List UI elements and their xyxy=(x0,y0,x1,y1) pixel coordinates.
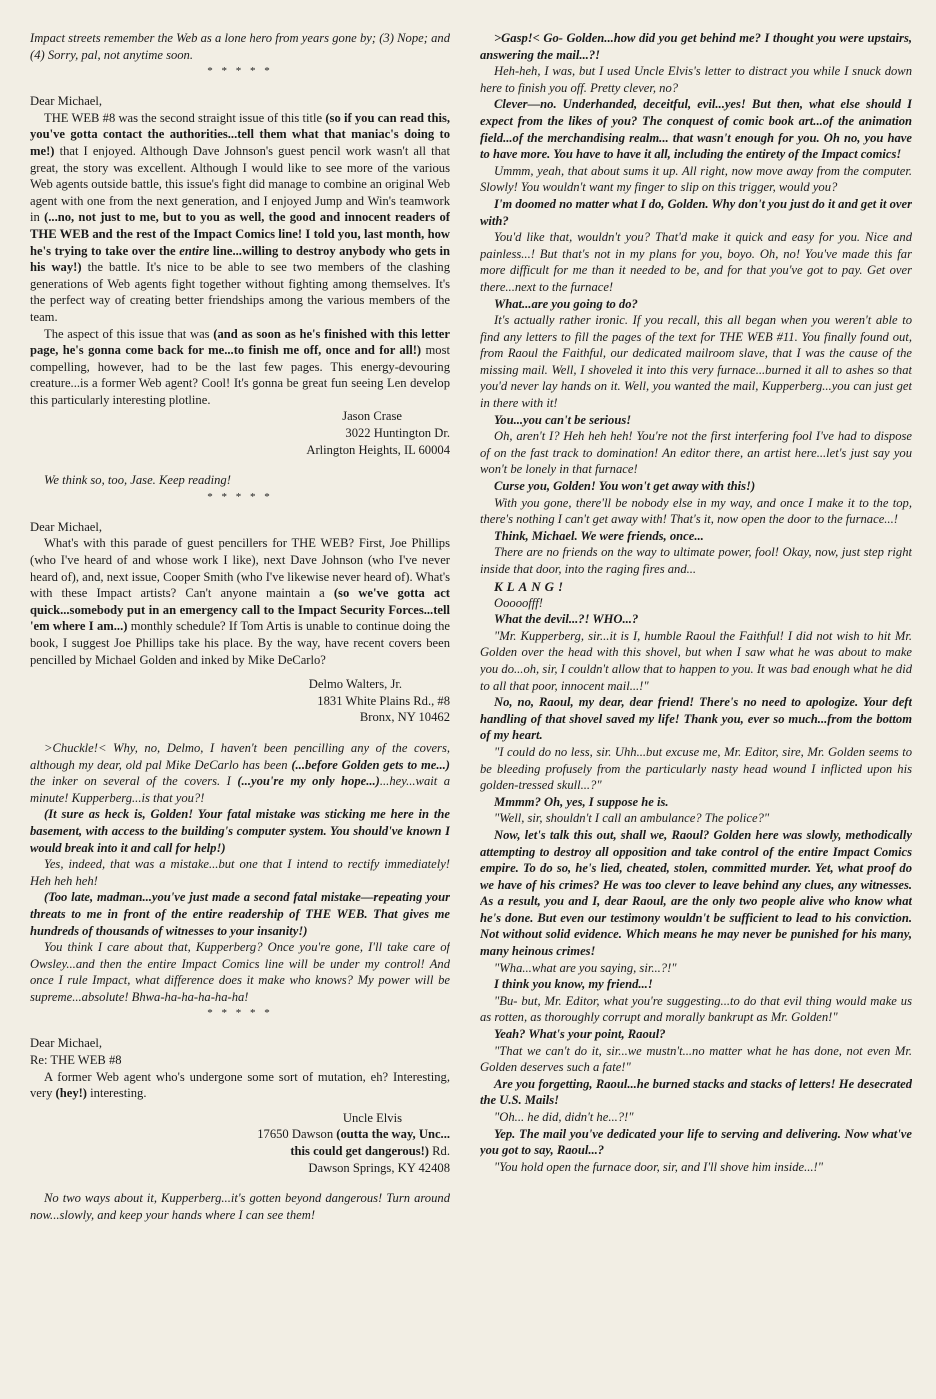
letter-uncle-elvis xyxy=(30,1035,450,1223)
kupperberg-line: >Gasp!< Go- Golden...how did you get behind me? I thought you were upstairs, answering the mail...?! xyxy=(480,31,912,62)
kupperberg-line: What the devil...?! WHO...? xyxy=(494,612,639,627)
salutation: Dear Michael, xyxy=(30,519,103,534)
kupperberg-line: No, no, Raoul, my dear, dear friend! There's no need to apologize. Your deft handling of that shovel saved my life! Thank you, ever so much...from the bottom of my heart. xyxy=(480,695,912,743)
signature-name: Jason Crase xyxy=(342,409,402,424)
separator-stars: * * * * * xyxy=(207,490,273,503)
dialogue-line: "Bu- but, Mr. Editor, what you're suggesting...to do that evil thing would make us as rotten, as thoroughly corrupt and morally bankrupt as Mr. Golden!" xyxy=(480,993,912,1025)
signature-address: 3022 Huntington Dr. xyxy=(345,426,450,441)
kupperberg-line: Yeah? What's your point, Raoul? xyxy=(494,1027,666,1042)
kupperberg-line: Mmmm? Oh, yes, I suppose he is. xyxy=(494,794,669,809)
dialogue-line: "Mr. Kupperberg, sir...it is I, humble Raoul the Faithful! I did not wish to hit Mr. Golden over the head with this shovel, but when I saw what he was about to make you do...oh, sir, I couldn't allow that to happen to you. It was bad enough what he did to all that poor, innocent mail...!" xyxy=(480,628,912,693)
dialogue-line: Oh, aren't I? Heh heh heh! You're not the first interfering fool I've had to dispose of on the fast track to domination! An editor there, an artist here...let's just say you won't be lonely in that furnace! xyxy=(480,429,912,477)
editor-reply-top: Impact streets remember the Web as a lone hero from years gone by; (3) Nope; and (4) Sorry, pal, not anytime soon. xyxy=(30,31,450,62)
golden-line: You think I care about that, Kupperberg? Once you're gone, I'll take care of Owsley...and then the entire Impact Comics line will be under my control! And once I rule Impact, what difference does it make who knows? My power will be supreme...absolute! Bhwa-ha-ha-ha-ha-ha! xyxy=(30,940,450,1004)
kupperberg-line: Curse you, Golden! You won't get away with this!) xyxy=(494,479,756,494)
sound-effect-klang: KLANG! xyxy=(494,578,568,594)
signature-address: Bronx, NY 10462 xyxy=(359,710,450,725)
dialogue-exchange xyxy=(480,30,912,1175)
dialogue-line: Ooooofff! xyxy=(494,595,543,610)
signature-name: Uncle Elvis xyxy=(342,1110,402,1125)
dialogue-line: "You hold open the furnace door, sir, and I'll shove him inside...!" xyxy=(494,1159,824,1174)
letter-paragraph: What's with this parade of guest pencillers for THE WEB? First, Joe Phillips (who I've heard of and whose work I like), next Dave Johnson (who I've never heard of), and, next issue, Cooper Smith (who I've likewise never heard of). What's with these Impact artists? Can't anyone maintain a (so we've gotta act quick...somebody put in an emergency call to the Impact Security Forces...tell 'em where I am...) monthly schedule? If Tom Artis is unable to continue doing the book, I suggest Joe Phillips take his place. By the way, have recent covers been pencilled by Michael Golden and inked by Mike DeCarlo? xyxy=(30,536,450,667)
left-column xyxy=(30,30,450,1391)
dialogue-line: Ummm, yeah, that about sums it up. All right, now move away from the computer. Slowly! You wouldn't want my finger to slip on this trigger, would you? xyxy=(480,163,912,195)
dialogue-line: You'd like that, wouldn't you? That'd make it quick and easy for you. Nice and painless...! But that's not in my plans for you, boyo. Oh, no! You've made this far more difficult for me than it needed to be, and for that you've got to pay. Get over there...next to the furnace! xyxy=(480,230,912,294)
salutation: Dear Michael, xyxy=(30,1036,103,1051)
dialogue-line: "Well, sir, shouldn't I call an ambulance? The police?" xyxy=(494,811,770,826)
signature-address: 17650 Dawson (outta the way, Unc... xyxy=(257,1127,450,1142)
dialogue-line: There are no friends on the way to ultimate power, fool! Okay, now, just step right inside that door, into the raging fires and... xyxy=(480,545,912,576)
signature-address: 1831 White Plains Rd., #8 xyxy=(317,693,450,708)
dialogue-line: "That we can't do it, sir...we mustn't...no matter what he has done, not even Mr. Golden deserves such a fate!" xyxy=(480,1043,912,1075)
signature-address: Arlington Heights, IL 60004 xyxy=(306,442,450,457)
signature-address: this could get dangerous!) Rd. xyxy=(290,1144,450,1159)
letter-paragraph: THE WEB #8 was the second straight issue of this title (so if you can read this, you've gotta contact the authorities...tell them what that maniac's doing to me!) that I enjoyed. Although Dave Johnson's guest pencil work wasn't all that great, the story was excellent. Although I would like to see more of the various Web agents outside battle, this issue's fight did manage to combine an original Web agent with one from the next generation, and I enjoyed Jump and Win's teamwork in (...no, not just to me, but to you as well, the good and innocent readers of THE WEB and the rest of the Impact Comics line! I told you, last month, how he's trying to take over the entire line...willing to destroy anybody who gets in his way!) the battle. It's nice to be able to see two members of the clashing generations of Web agents fight together without fighting among themselves. It's the perfect way of creating better friendships among the various members of the team. xyxy=(30,110,450,324)
right-column xyxy=(480,30,912,1391)
dialogue-line: "Oh... he did, didn't he...?!" xyxy=(494,1110,634,1124)
separator-stars: * * * * * xyxy=(207,65,273,78)
kupperberg-line: I'm doomed no matter what I do, Golden. Why don't you just do it and get it over with? xyxy=(480,196,912,228)
kupperberg-line: (It sure as heck is, Golden! Your fatal mistake was sticking me here in the basement, with access to the building's computer system. You should've known I would break into it and call for help!) xyxy=(30,807,450,855)
salutation: Dear Michael, xyxy=(30,94,103,109)
editor-reply: We think so, too, Jase. Keep reading! xyxy=(44,473,231,488)
editor-reply: >Chuckle!< Why, no, Delmo, I haven't been pencilling any of the covers, although my dear, old pal Mike DeCarlo has been (...before Golden gets to me...) the inker on several of the covers. I (...you're my only hope...)...hey...wait a minute! Kupperberg...is that you?! xyxy=(30,740,450,805)
kupperberg-line: I think you know, my friend...! xyxy=(494,977,653,992)
golden-line: Yes, indeed, that was a mistake...but one that I intend to rectify immediately! Heh heh heh! xyxy=(30,857,450,888)
signature-name: Delmo Walters, Jr. xyxy=(308,677,402,692)
dialogue-line: It's actually rather ironic. If you recall, this all began when you weren't able to find any letters to fill the pages of the text for THE WEB #11. You finally found out, from Raoul the Faithful, our dedicated mailroom slave, that I was the cause of the missing mail. Well, I shoveled it into this very furnace...burned it all to ashes so that you'd never lay hands on it. Well, you wanted the mail, Kupperberg...you can just get in there with it! xyxy=(480,313,912,411)
kupperberg-line: Think, Michael. We were friends, once... xyxy=(494,528,704,543)
letter-delmo-walters xyxy=(30,519,450,1006)
dialogue-line: "Wha...what are you saying, sir...?!" xyxy=(494,960,677,975)
dialogue-line: Heh-heh, I was, but I used Uncle Elvis's letter to distract you while I snuck down here to finish you off. Pretty clever, no? xyxy=(480,64,912,95)
kupperberg-line: (Too late, madman...you've just made a second fatal mistake—repeating your threats to me in front of the entire readership of THE WEB. That gives me hundreds of thousands of witnesses to your insanity!) xyxy=(30,890,450,938)
kupperberg-line: Clever—no. Underhanded, deceitful, evil...yes! But then, what else should I expect from the likes of you? The conquest of comic book art...of the animation field...of the merchandising realm... that wasn't enough for you. Oh no, you have to have more. You have to have it all, including the entirety of the Impact comics! xyxy=(480,97,912,162)
kupperberg-line: Are you forgetting, Raoul...he burned stacks and stacks of letters! He desecrated the U.S. Mails! xyxy=(480,1076,912,1108)
letter-subject: Re: THE WEB #8 xyxy=(30,1053,122,1068)
kupperberg-line: Yep. The mail you've dedicated your life to serving and delivering. Now what've you got to say, Raoul...? xyxy=(480,1126,912,1158)
letter-jason-crase xyxy=(30,93,450,489)
dialogue-line: "I could do no less, sir. Uhh...but excuse me, Mr. Editor, sire, Mr. Golden seems to be bleeding profusely from the particularly nasty head wound I inflicted upon his golden-tressed skull...?" xyxy=(480,744,912,793)
signature-address: Dawson Springs, KY 42408 xyxy=(308,1160,450,1175)
editor-reply: No two ways about it, Kupperberg...it's gotten beyond dangerous! Turn around now...slowly, and keep your hands where I can see them! xyxy=(30,1191,450,1222)
dialogue-line: With you gone, there'll be nobody else in my way, and once I make it to the top, there's nothing I can't get away with! That's it, now open the door to the furnace...! xyxy=(480,495,912,527)
kupperberg-line: You...you can't be serious! xyxy=(494,412,632,427)
kupperberg-line: Now, let's talk this out, shall we, Raoul? Golden here was slowly, methodically attempting to destroy all opposition and take control of the entire Impact Comics empire. To do so, he's lied, cheated, stolen, committed murder. Yet, what proof do we have of his crimes? He was too clever to leave behind any clues, any witnesses. As a result, you and I, dear Raoul, are the only two people alive who know what he's done. But even our testimony wouldn't be sufficient to lead to his conviction. Not without solid evidence. Which means he may never be punished for his many, many heinous crimes! xyxy=(480,827,912,959)
separator-stars: * * * * * xyxy=(207,1007,273,1020)
kupperberg-line: What...are you going to do? xyxy=(494,296,638,311)
letter-paragraph: The aspect of this issue that was (and as soon as he's finished with this letter page, he's gonna come back for me...to finish me off, once and for all!) most compelling, however, had to be the last few pages. This energy-devouring creature...is a former Web agent? Cool! It's gonna be great fun seeing Len develop this particularly interesting plotline. xyxy=(30,326,450,407)
letter-paragraph: A former Web agent who's undergone some sort of mutation, eh? Interesting, very (hey!) interesting. xyxy=(30,1069,450,1101)
